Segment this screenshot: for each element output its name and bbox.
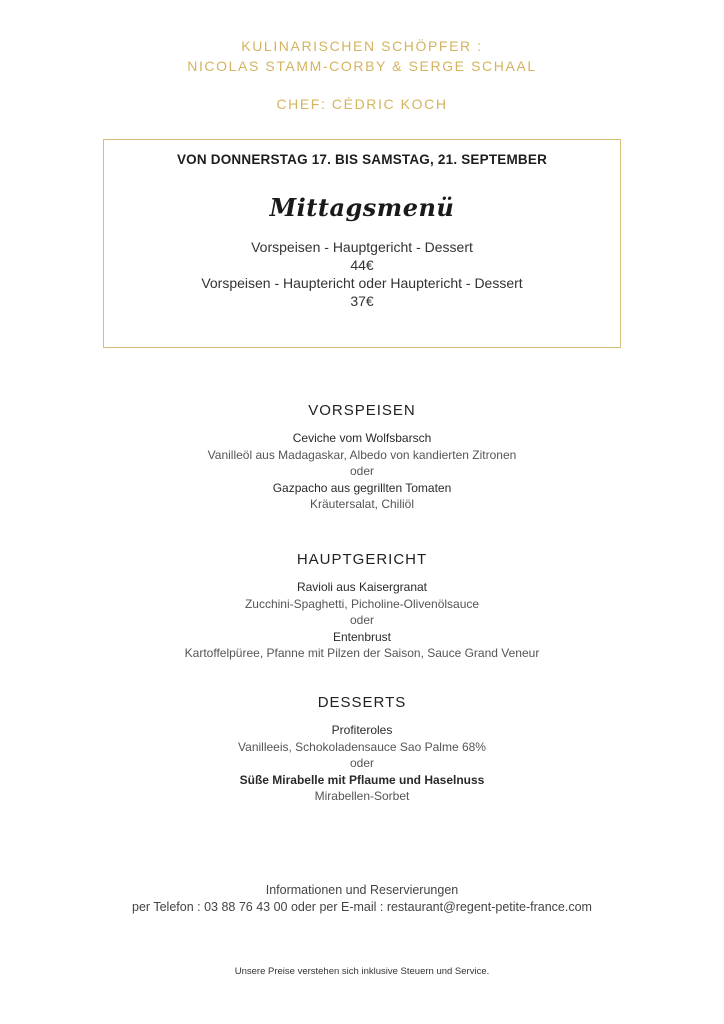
dish-description: Kartoffelpüree, Pfanne mit Pilzen der Saison, Sauce Grand Veneur [184,646,540,661]
dish-name: Profiteroles [331,723,393,737]
price-disclaimer: Unsere Preise verstehen sich inklusive Steuern und Service. [234,966,490,977]
dish-name: Süße Mirabelle mit Pflaume und Haselnuss [239,772,485,787]
dish-description: Vanilleöl aus Madagaskar, Albedo von kandierten Zitronen [207,447,517,462]
reservation-info-label: Informationen und Reservierungen [265,883,459,897]
section-items [0,430,724,513]
dish-name: Ceviche vom Wolfsbarsch [292,431,432,445]
menu-offers [104,238,620,310]
dish-description: Vanilleeis, Schokoladensauce Sao Palme 68% [238,739,486,754]
or-separator: oder [349,756,375,771]
or-separator: oder [349,464,375,479]
starters-section [0,402,724,513]
dish-name: Entenbrust [332,629,392,644]
lunch-menu-box [103,139,621,348]
dish-description: Kräutersalat, Chiliöl [309,497,415,512]
chef-name: CHEF: CÉDRIC KOCH [276,96,448,112]
dish-description: Mirabellen-Sorbet [314,789,410,804]
dish-description: Zucchini-Spaghetti, Picholine-Olivenölsauce [244,596,480,611]
creators-heading: KULINARISCHEN SCHÖPFER : [241,38,483,54]
offer-two-course-price: 37€ [350,293,374,309]
section-title: DESSERTS [317,694,407,711]
dish-name: Ravioli aus Kaisergranat [296,580,428,594]
mains-section [0,551,724,662]
or-separator: oder [349,613,375,628]
creators-names: NICOLAS STAMM-CORBY & SERGE SCHAAL [187,58,537,74]
menu-dates: VON DONNERSTAG 17. BIS SAMSTAG, 21. SEPTEMBER [176,152,548,167]
section-items [0,579,724,662]
section-items [0,722,724,805]
section-title: HAUPTGERICHT [296,551,428,568]
contact-footer [0,882,724,916]
offer-two-course: Vorspeisen - Hauptericht oder Hauptericht - Dessert [201,275,523,291]
offer-three-course-price: 44€ [350,257,374,273]
menu-title: Mittagsmenü [269,193,455,222]
dish-name: Gazpacho aus gegrillten Tomaten [272,480,452,495]
offer-three-course: Vorspeisen - Hauptgericht - Dessert [251,239,473,255]
section-title: VORSPEISEN [308,402,416,419]
desserts-section [0,694,724,805]
contact-line: per Telefon : 03 88 76 43 00 oder per E-mail : restaurant@regent-petite-france.com [132,900,592,914]
header [0,36,724,114]
